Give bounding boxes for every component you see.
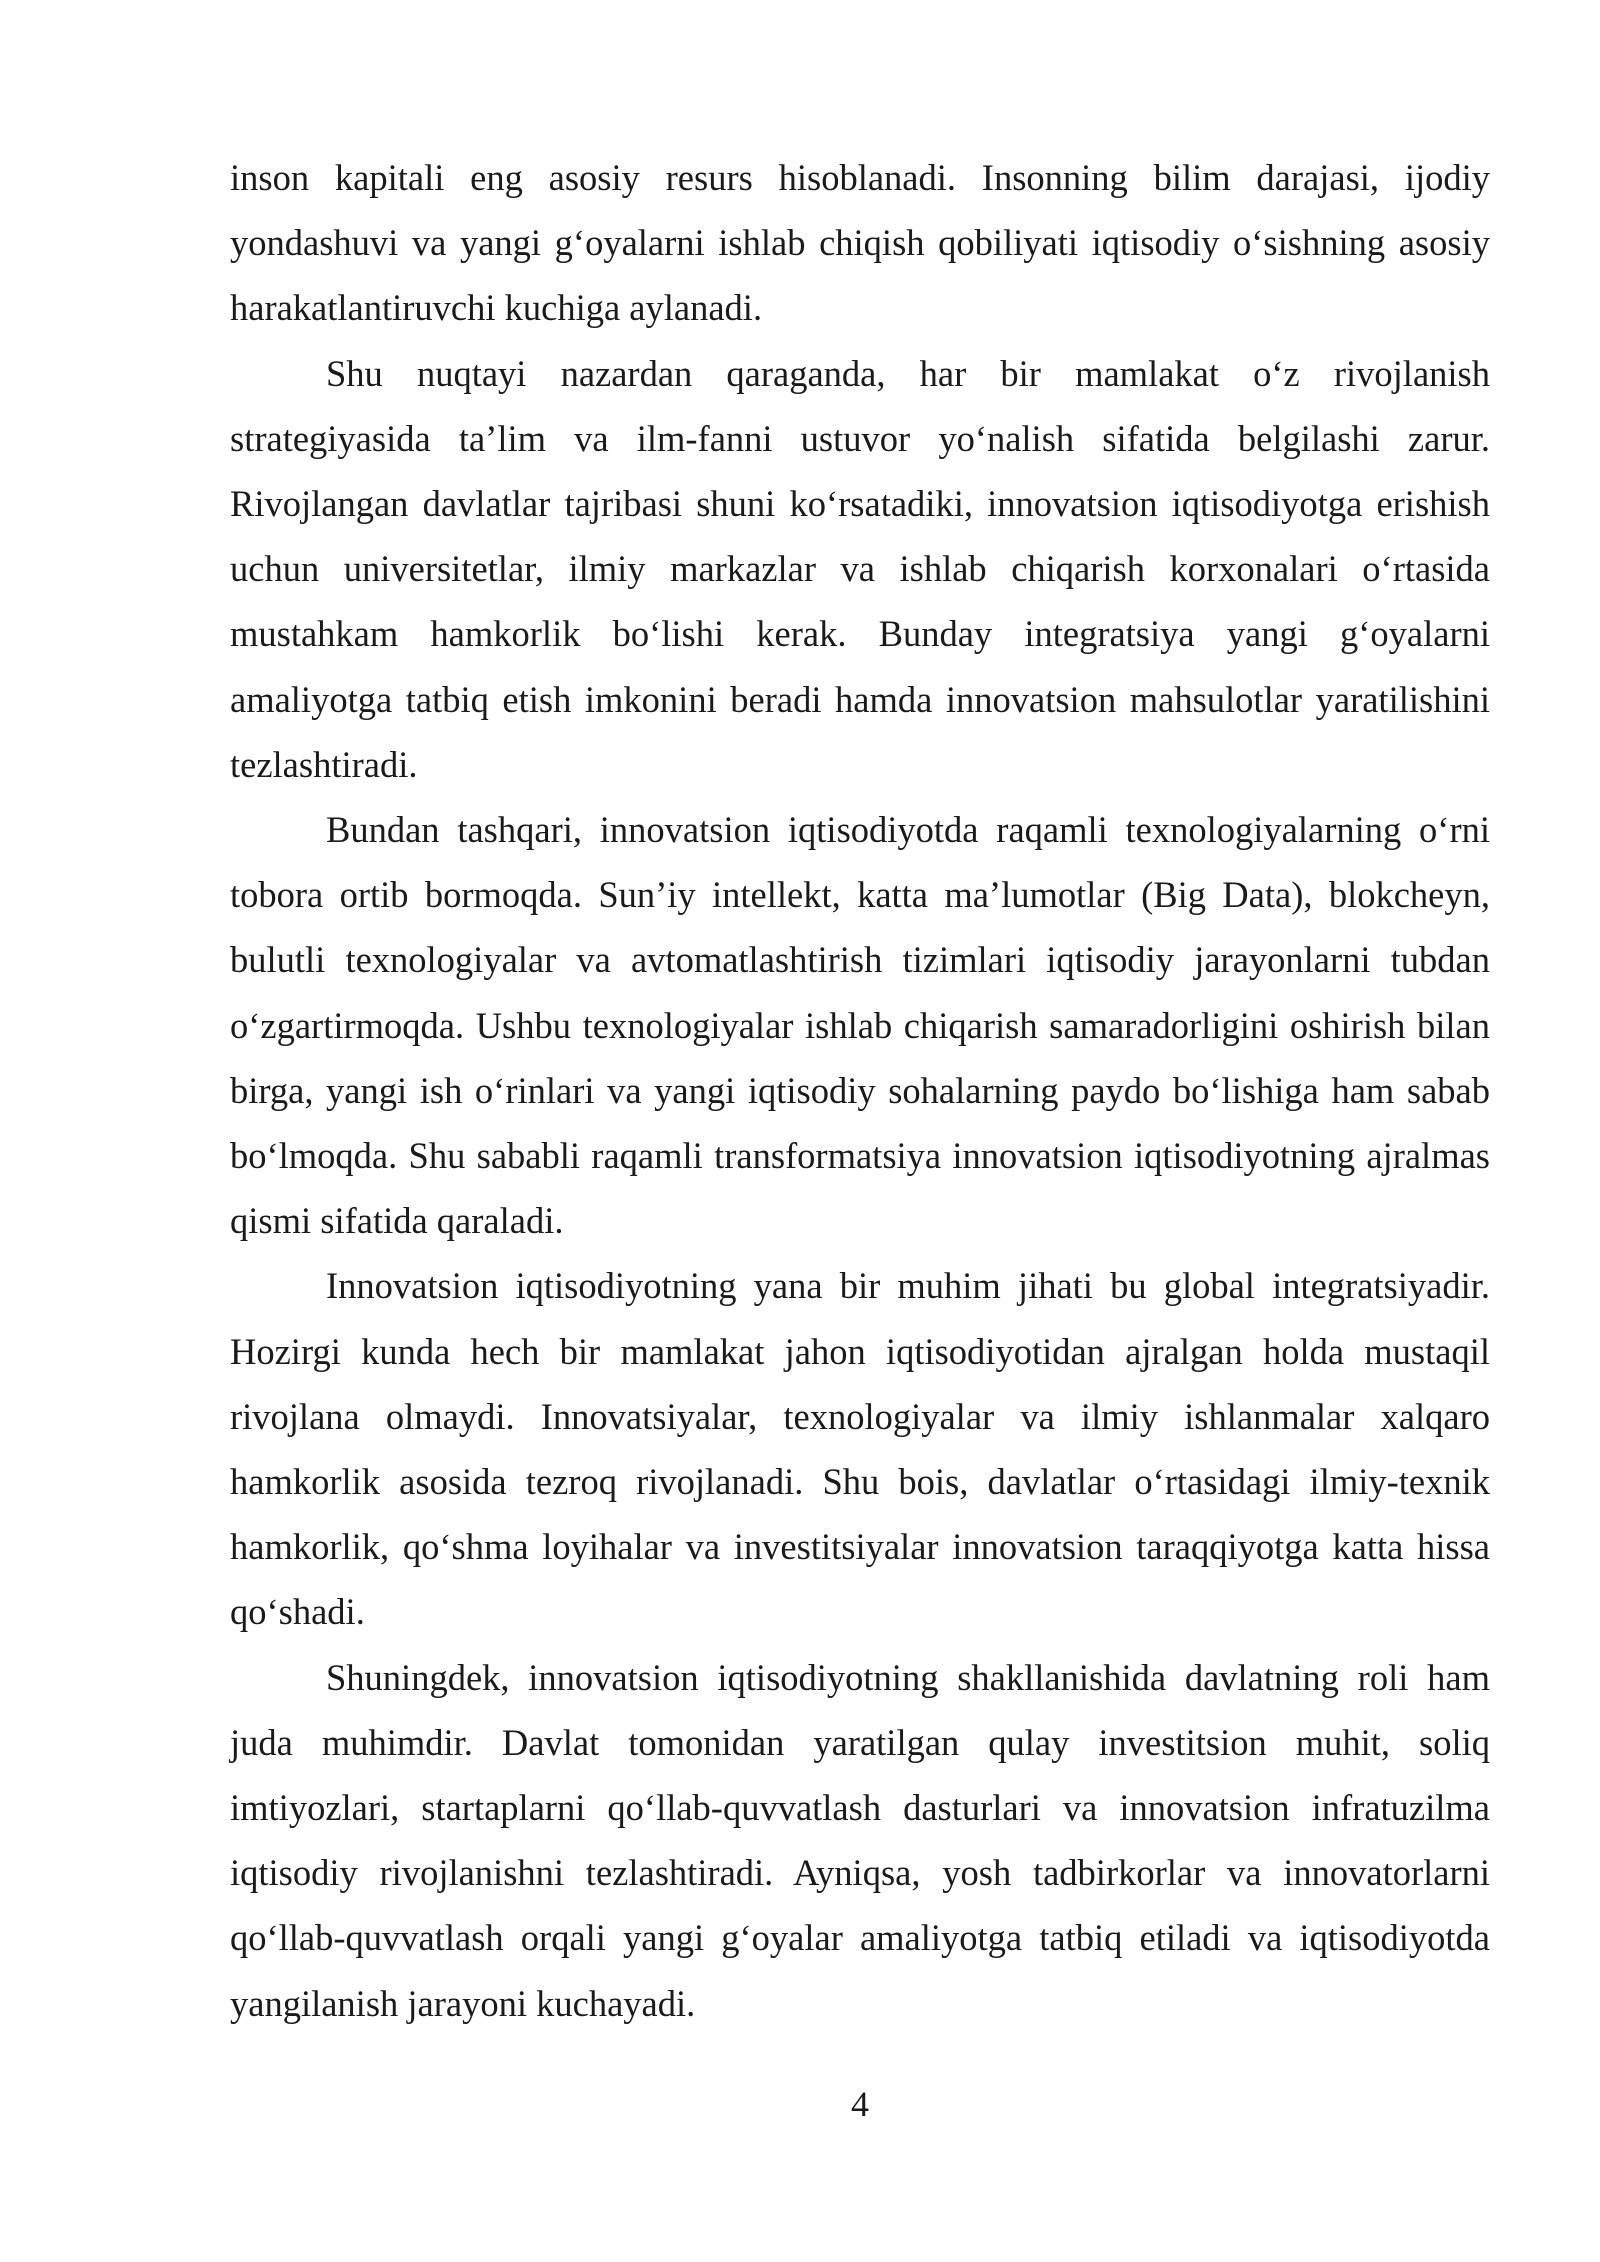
paragraph-global-integration: Innovatsion iqtisodiyotning yana bir muhim jihati bu global integratsiyadir. Hozirgi kunda hech bir mamlakat jahon iqtisodiyotidan ajralgan holda mustaqil rivojlana olmaydi. Innovatsiyalar, texnologiyalar va ilmiy ishlanmalar xalqaro hamkorlik asosida tezroq rivojlanadi. Shu bois, davlatlar o‘rtasidagi ilmiy-texnik hamkorlik, qo‘shma loyihalar va investitsiyalar innovatsion taraqqiyotga katta hissa qo‘shadi. — [230, 1265, 1490, 1633]
paragraph-continuation: inson kapitali eng asosiy resurs hisoblanadi. Insonning bilim darajasi, ijodiy yondashuvi va yangi g‘oyalarni ishlab chiqish qobiliyati iqtisodiy o‘sishning asosiy harakatlantiruvchi kuchiga aylanadi. — [230, 157, 1490, 329]
paragraph-digital-technologies: Bundan tashqari, innovatsion iqtisodiyotda raqamli texnologiyalarning o‘rni tobora ortib bormoqda. Sun’iy intellekt, katta ma’lumotlar (Big Data), blokcheyn, bulutli texnologiyalar va avtomatlashtirish tizimlari iqtisodiy jarayonlarni tubdan o‘zgartirmoqda. Ushbu texnologiyalar ishlab chiqarish samaradorligini oshirish bilan birga, yangi ish o‘rinlari va yangi iqtisodiy sohalarning paydo bo‘lishiga ham sabab bo‘lmoqda. Shu sababli raqamli transformatsiya innovatsion iqtisodiyotning ajralmas qismi sifatida qaraladi. — [230, 809, 1490, 1242]
paragraph-strategy: Shu nuqtayi nazardan qaraganda, har bir mamlakat o‘z rivojlanish strategiyasida ta’lim va ilm-fanni ustuvor yo‘nalish sifatida belgilashi zarur. Rivojlangan davlatlar tajribasi shuni ko‘rsatadiki, innovatsion iqtisodiyotga erishish uchun universitetlar, ilmiy markazlar va ishlab chiqarish korxonalari o‘rtasida mustahkam hamkorlik bo‘lishi kerak. Bunday integratsiya yangi g‘oyalarni amaliyotga tatbiq etish imkonini beradi hamda innovatsion mahsulotlar yaratilishini tezlashtiradi. — [230, 352, 1490, 785]
body-text — [230, 145, 1490, 2036]
page-number: 4 — [851, 2084, 869, 2124]
paragraph-state-role: Shuningdek, innovatsion iqtisodiyotning shakllanishida davlatning roli ham juda muhimdir. Davlat tomonidan yaratilgan qulay investitsion muhit, soliq imtiyozlari, startaplarni qo‘llab-quvvatlash dasturlari va innovatsion infratuzilma iqtisodiy rivojlanishni tezlashtiradi. Ayniqsa, yosh tadbirkorlar va innovatorlarni qo‘llab-quvvatlash orqali yangi g‘oyalar amaliyotga tatbiq etiladi va iqtisodiyotda yangilanish jarayoni kuchayadi. — [230, 1656, 1490, 2024]
